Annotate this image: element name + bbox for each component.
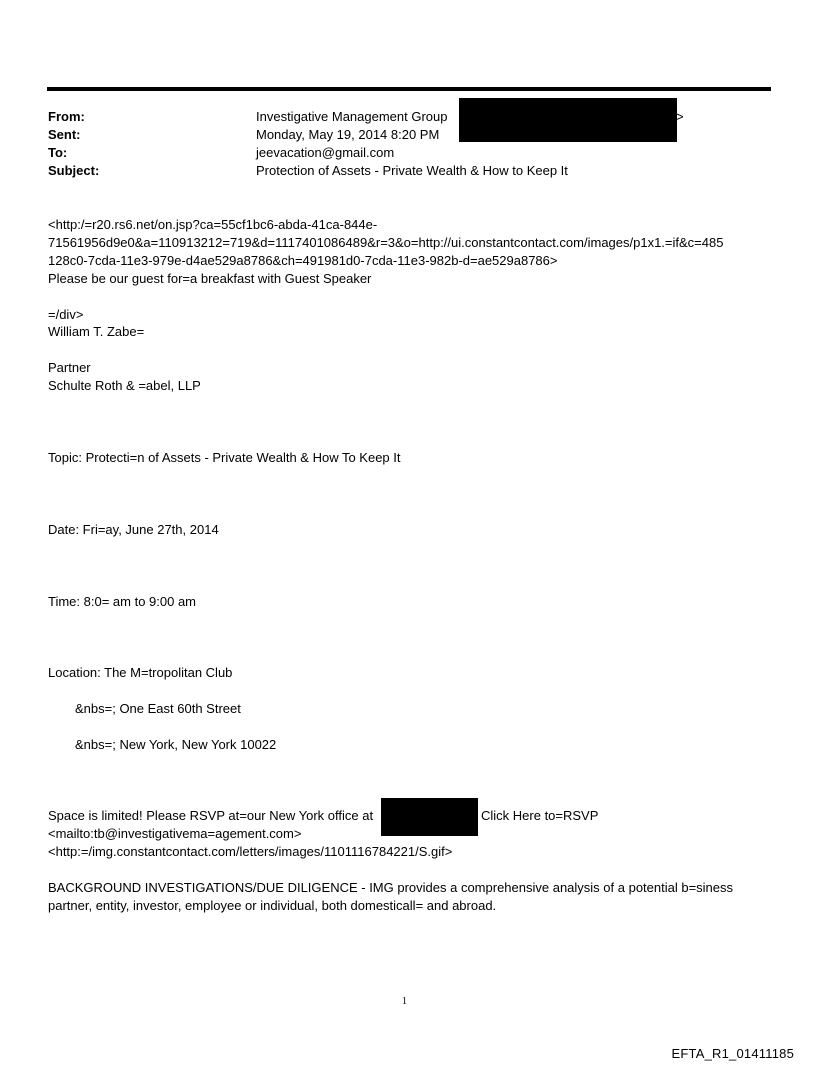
event-time: Time: 8:0= am to 9:00 am (48, 594, 197, 609)
event-topic: Topic: Protecti=n of Assets - Private Wealth & How To Keep It (48, 450, 401, 465)
from-value: Investigative Management Group (256, 109, 448, 124)
rsvp-click-here[interactable]: Click Here to=RSVP (481, 808, 599, 823)
tracking-link-line-2: 71561956d9e0&a=110913212=719&d=1117401086489&r=3&o=http://ui.constantcontact.com/images/p1x1.=if&c=485 (48, 235, 724, 250)
redaction-box (459, 98, 677, 142)
sent-label: Sent: (48, 127, 81, 142)
speaker-name: William T. Zabe= (48, 324, 145, 339)
speaker-title: Partner (48, 360, 91, 375)
address-line-1: &nbs=; One East 60th Street (75, 701, 241, 716)
div-tag-line: =/div> (48, 307, 84, 322)
image-link[interactable]: <http:=/img.constantcontact.com/letters/images/1101116784221/S.gif> (48, 844, 453, 859)
tracking-link-line-3: 128c0-7cda-11e3-979e-d4ae529a8786&ch=491981d0-7cda-11e3-982b-d=ae529a8786> (48, 253, 558, 268)
redaction-box-phone (381, 798, 478, 836)
document-id: EFTA_R1_01411185 (671, 1046, 794, 1061)
header-rule (47, 87, 771, 91)
address-line-2: &nbs=; New York, New York 10022 (75, 737, 277, 752)
background-paragraph-line-1: BACKGROUND INVESTIGATIONS/DUE DILIGENCE - IMG provides a comprehensive analysis of a potential b=siness (48, 880, 734, 895)
background-paragraph-line-2: partner, entity, investor, employee or individual, both domesticall= and abroad. (48, 898, 497, 913)
mailto-link[interactable]: <mailto:tb@investigativema=agement.com> (48, 826, 302, 841)
rsvp-line: Space is limited! Please RSVP at=our New York office at (48, 808, 374, 823)
speaker-firm: Schulte Roth & =abel, LLP (48, 378, 201, 393)
from-label: From: (48, 109, 85, 124)
event-date: Date: Fri=ay, June 27th, 2014 (48, 522, 219, 537)
subject-value: Protection of Assets - Private Wealth & How to Keep It (256, 163, 568, 178)
to-label: To: (48, 145, 68, 160)
tracking-link-line-1: <http:/=r20.rs6.net/on.jsp?ca=55cf1bc6-abda-41ca-844e- (48, 217, 378, 232)
sent-value: Monday, May 19, 2014 8:20 PM (256, 127, 440, 142)
to-value: jeevacation@gmail.com (256, 145, 395, 160)
invite-line: Please be our guest for=a breakfast with Guest Speaker (48, 271, 372, 286)
page-number: 1 (402, 996, 407, 1007)
subject-label: Subject: (48, 163, 100, 178)
event-location: Location: The M=tropolitan Club (48, 665, 233, 680)
from-trailing: > (676, 109, 684, 124)
